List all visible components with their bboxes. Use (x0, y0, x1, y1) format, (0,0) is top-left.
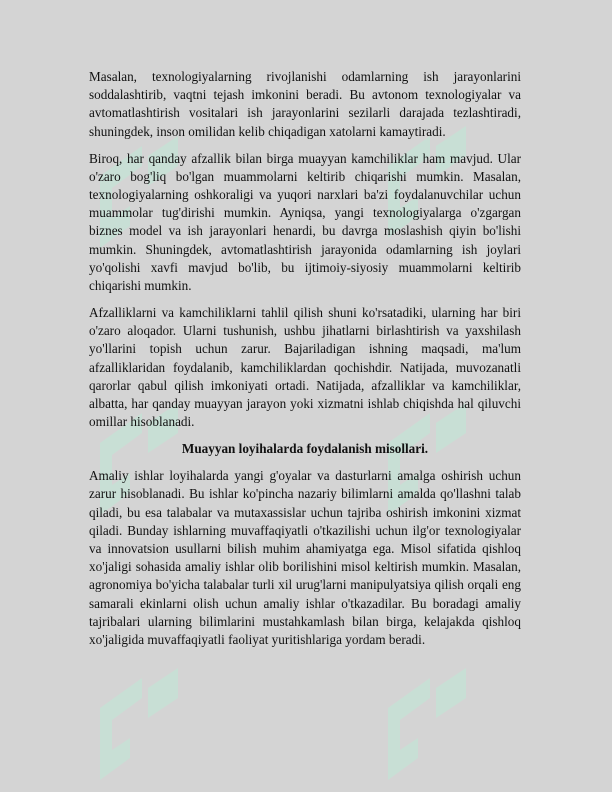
paragraph: Amaliy ishlar loyihalarda yangi g'oyalar va dasturlarni amalga oshirish uchun zarur hisoblanadi. Bu ishlar ko'pincha nazariy bilimlarni amalda qo'llashni talab qiladi, bu esa talabalar va mutaxassislar uchun tajriba oshirish imkonini xizmat qiladi. Bunday ishlarning muvaffaqiyatli o'tkazilishi uchun ilg'or texnologiyalar va innovatsion usullarni bilish muhim ahamiyatga ega. Misol sifatida qishloq xo'jaligi sohasida amaliy ishlar olib borilishini misol keltirish mumkin. Masalan, agronomiya bo'yicha talabalar turli xil urug'larni manipulyatsiya qilish orqali eng samarali ekinlarni olish uchun amaliy ishlar o'tkazadilar. Bu boradagi amaliy tajribalari ularning bilimlarini mustahkamlash bilan birga, kelajakda qishloq xo'jaligida muvaffaqiyatli faoliyat yuritishlariga yordam beradi. (89, 468, 521, 648)
document-body (89, 68, 521, 658)
brand-logo-watermark-icon (370, 660, 490, 792)
paragraph: Masalan, texnologiyalarning rivojlanishi odamlarning ish jarayonlarini soddalashtirib, vaqtni tejash imkonini beradi. Bu avtonom texnologiyalar va avtomatlashtirish vositalari ish jarayonlarini sezilarli darajada tezlashtiradi, shuningdek, inson omilidan kelib chiqadigan xatolarni kamaytiradi. (89, 69, 521, 139)
paragraph: Biroq, har qanday afzallik bilan birga muayyan kamchiliklar ham mavjud. Ular o'zaro bog'liq bo'lgan muammolarni keltirib chiqarishi mumkin. Masalan, texnologiyalarning oshkoraligi va yuqori narxlari ba'zi foydalanuvchilar uchun muammolar tug'dirishi mumkin. Ayniqsa, yangi texnologiyalarga o'zgargan biznes model va ish jarayonlari henardi, bu davrga moslashish qiyin bo'lishi mumkin. Shuningdek, avtomatlashtirish jarayonida odamlarning ish joylari yo'qolishi xavfi mavjud bo'lib, bu ijtimoiy-siyosiy muammolarni keltirib chiqarishi mumkin. (89, 150, 521, 294)
section-heading: Muayyan loyihalarda foydalanish misollari. (181, 441, 429, 457)
brand-logo-watermark-icon (82, 660, 202, 792)
paragraph: Afzalliklarni va kamchiliklarni tahlil qilish shuni ko'rsatadiki, ularning har biri o'zaro aloqador. Ularni tushunish, ushbu jihatlarni birlashtirish va yaxshilash yo'llarini topish uchun zarur. Bajariladigan ishning maqsadi, ma'lum afzalliklaridan foydalanib, kamchiliklardan qochishdir. Natijada, muvozanatli qarorlar qabul qilish imkoniyati ortadi. Natijada, afzalliklar va kamchiliklar, albatta, har qanday muayyan jarayon yoki xizmatni ishlab chiqishda hal qiluvchi omillar hisoblanadi. (89, 305, 521, 430)
